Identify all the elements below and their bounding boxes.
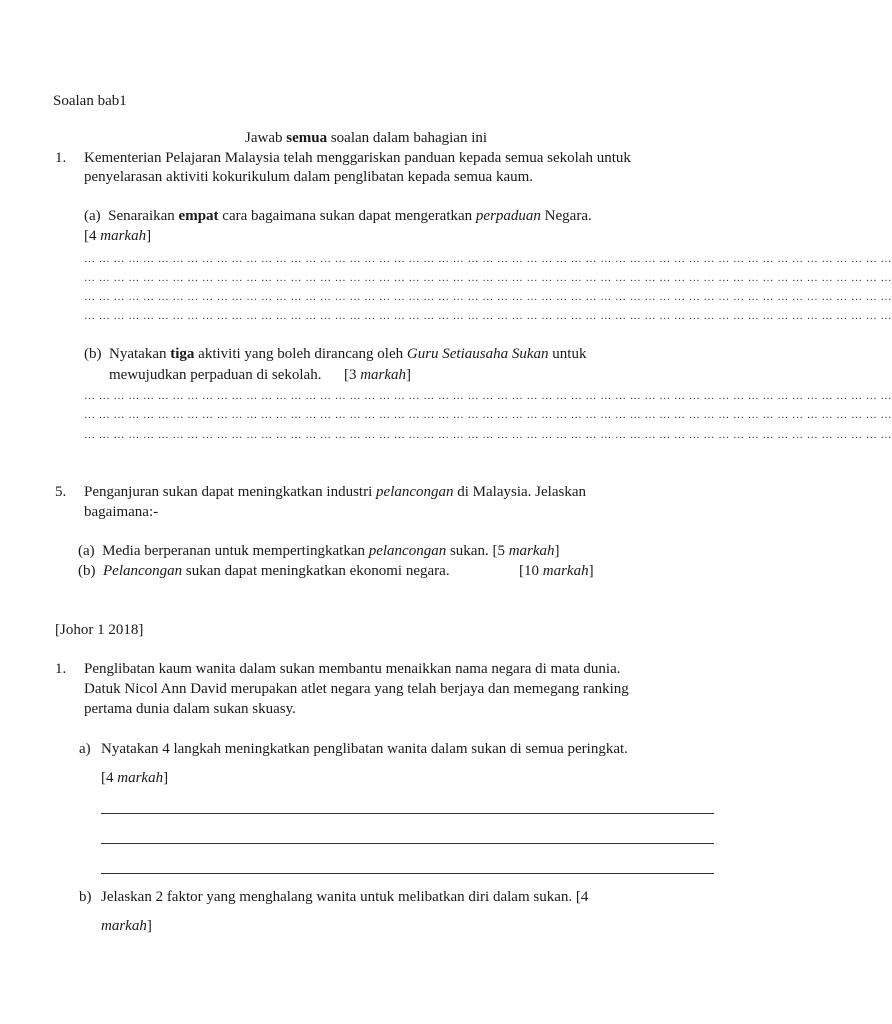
answer-line	[101, 873, 714, 874]
q5a-marks-word: markah	[508, 543, 555, 559]
s2-q1a-marks	[101, 769, 168, 787]
instruction-post: soalan dalam bahagian ini	[327, 130, 488, 146]
q1a-label: (a)	[84, 208, 101, 224]
s2-q1-line-2: Datuk Nicol Ann David merupakan atlet negara yang telah berjaya dan memegang ranking	[84, 681, 629, 697]
instruction-bold: semua	[286, 130, 328, 146]
q5b	[78, 562, 450, 580]
q1b-marks	[344, 367, 411, 383]
s2-q1a-text: Nyatakan 4 langkah meningkatkan penglibatan wanita dalam sukan di semua peringkat.	[101, 741, 628, 757]
q1b-text-post: untuk	[548, 346, 587, 362]
q1a-marks-close: ]	[146, 228, 152, 244]
q1b-question	[84, 345, 586, 363]
q5a-marks-close: ]	[554, 543, 560, 559]
q1a-text-bold: empat	[178, 208, 219, 224]
answer-dotted-line: … … … … … … … … … … … … … … … … … … … … … … … … … … … … … … … … … … … … … … … … … … … … … … … … … … … … … … …	[84, 291, 892, 303]
q1b-label: (b)	[84, 346, 102, 362]
s2-q1b-marks	[101, 917, 152, 935]
q1a-text-mid: cara bagaimana sukan dapat mengeratkan	[218, 208, 476, 224]
q5b-marks-open: [10	[519, 563, 543, 579]
s2-q1-line-3: pertama dunia dalam sukan skuasy.	[84, 701, 296, 717]
q5b-label: (b)	[78, 563, 96, 579]
q5-line-1-post: di Malaysia. Jelaskan	[453, 484, 586, 500]
q1a-text-post: Negara.	[540, 208, 592, 224]
s2-q1a-marks-open: [4	[101, 770, 118, 786]
q1b-line-2-text: mewujudkan perpaduan di sekolah.	[109, 367, 322, 383]
q1b-text-pre: Nyatakan	[109, 346, 171, 362]
q5b-marks-word: markah	[542, 563, 589, 579]
s2-q1b-text: Jelaskan 2 faktor yang menghalang wanita untuk melibatkan diri dalam sukan. [4	[101, 889, 589, 905]
q1a-text-pre: Senaraikan	[108, 208, 179, 224]
section-2-title: [Johor 1 2018]	[55, 622, 144, 638]
q5a-text-post: sukan.	[446, 543, 489, 559]
s2-q1a-marks-word: markah	[117, 770, 164, 786]
q1a-marks-open: [4	[84, 228, 101, 244]
q1b-line-2	[109, 366, 411, 384]
q1a-text-italic: perpaduan	[475, 208, 541, 224]
answer-dotted-line: … … … … … … … … … … … … … … … … … … … … … … … … … … … … … … … … … … … … … … … … … … … … … … … … … … … … … … …	[84, 310, 892, 322]
q5-line-2: bagaimana:-	[84, 504, 159, 520]
q5a-marks	[492, 543, 559, 559]
answer-dotted-line: … … … … … … … … … … … … … … … … … … … … … … … … … … … … … … … … … … … … … … … … … … … … … … … … … … … … … … …	[84, 409, 892, 421]
q1b-text-mid: aktiviti yang boleh dirancang oleh	[194, 346, 407, 362]
q5-line-1-italic: pelancongan	[376, 484, 454, 500]
s2-q1b-label: b)	[79, 889, 92, 905]
q1a-question	[84, 207, 592, 225]
answer-dotted-line: … … … … … … … … … … … … … … … … … … … … … … … … … … … … … … … … … … … … … … … … … … … … … … … … … … … … … … …	[84, 429, 892, 441]
q1b-marks-close: ]	[406, 367, 412, 383]
q1b-text-italic: Guru Setiausaha Sukan	[406, 346, 549, 362]
q5b-text-post: sukan dapat meningkatkan ekonomi negara.	[182, 563, 450, 579]
answer-line	[101, 813, 714, 814]
q5-line-1	[84, 483, 586, 501]
q5b-marks	[519, 562, 594, 580]
s2-q1-number: 1.	[55, 661, 67, 677]
q1-number: 1.	[55, 150, 67, 166]
q5-number: 5.	[55, 484, 67, 500]
q5a-label: (a)	[78, 543, 95, 559]
s2-q1b-marks-close: ]	[146, 918, 152, 934]
answer-line	[101, 843, 714, 844]
s2-q1b-marks-word: markah	[101, 918, 147, 934]
s2-q1a-marks-close: ]	[163, 770, 169, 786]
answer-dotted-line: … … … … … … … … … … … … … … … … … … … … … … … … … … … … … … … … … … … … … … … … … … … … … … … … … … … … … … …	[84, 253, 892, 265]
q1a-marks	[84, 227, 151, 245]
answer-dotted-line: … … … … … … … … … … … … … … … … … … … … … … … … … … … … … … … … … … … … … … … … … … … … … … … … … … … … … … …	[84, 390, 892, 402]
page-title: Soalan bab1	[53, 93, 127, 109]
q5a	[78, 542, 560, 560]
answer-dotted-line: … … … … … … … … … … … … … … … … … … … … … … … … … … … … … … … … … … … … … … … … … … … … … … … … … … … … … … …	[84, 272, 892, 284]
instruction	[245, 129, 487, 147]
q1b-marks-word: markah	[360, 367, 407, 383]
q1b-marks-open: [3	[343, 367, 361, 383]
q1a-marks-word: markah	[100, 228, 147, 244]
q5b-text-italic: Pelancongan	[103, 563, 183, 579]
q5a-text-pre: Media berperanan untuk mempertingkatkan	[102, 543, 369, 559]
s2-q1-line-1: Penglibatan kaum wanita dalam sukan membantu menaikkan nama negara di mata dunia.	[84, 661, 621, 677]
s2-q1a-label: a)	[79, 741, 91, 757]
instruction-pre: Jawab	[245, 130, 287, 146]
q1b-text-bold: tiga	[170, 346, 195, 362]
q5a-text-italic: pelancongan	[368, 543, 447, 559]
q5b-marks-close: ]	[588, 563, 594, 579]
q1-line-1: Kementerian Pelajaran Malaysia telah menggariskan panduan kepada semua sekolah untuk	[84, 150, 631, 166]
q5-line-1-pre: Penganjuran sukan dapat meningkatkan industri	[84, 484, 377, 500]
q1-line-2: penyelarasan aktiviti kokurikulum dalam penglibatan kepada semua kaum.	[84, 169, 534, 185]
q5a-marks-open: [5	[492, 543, 509, 559]
